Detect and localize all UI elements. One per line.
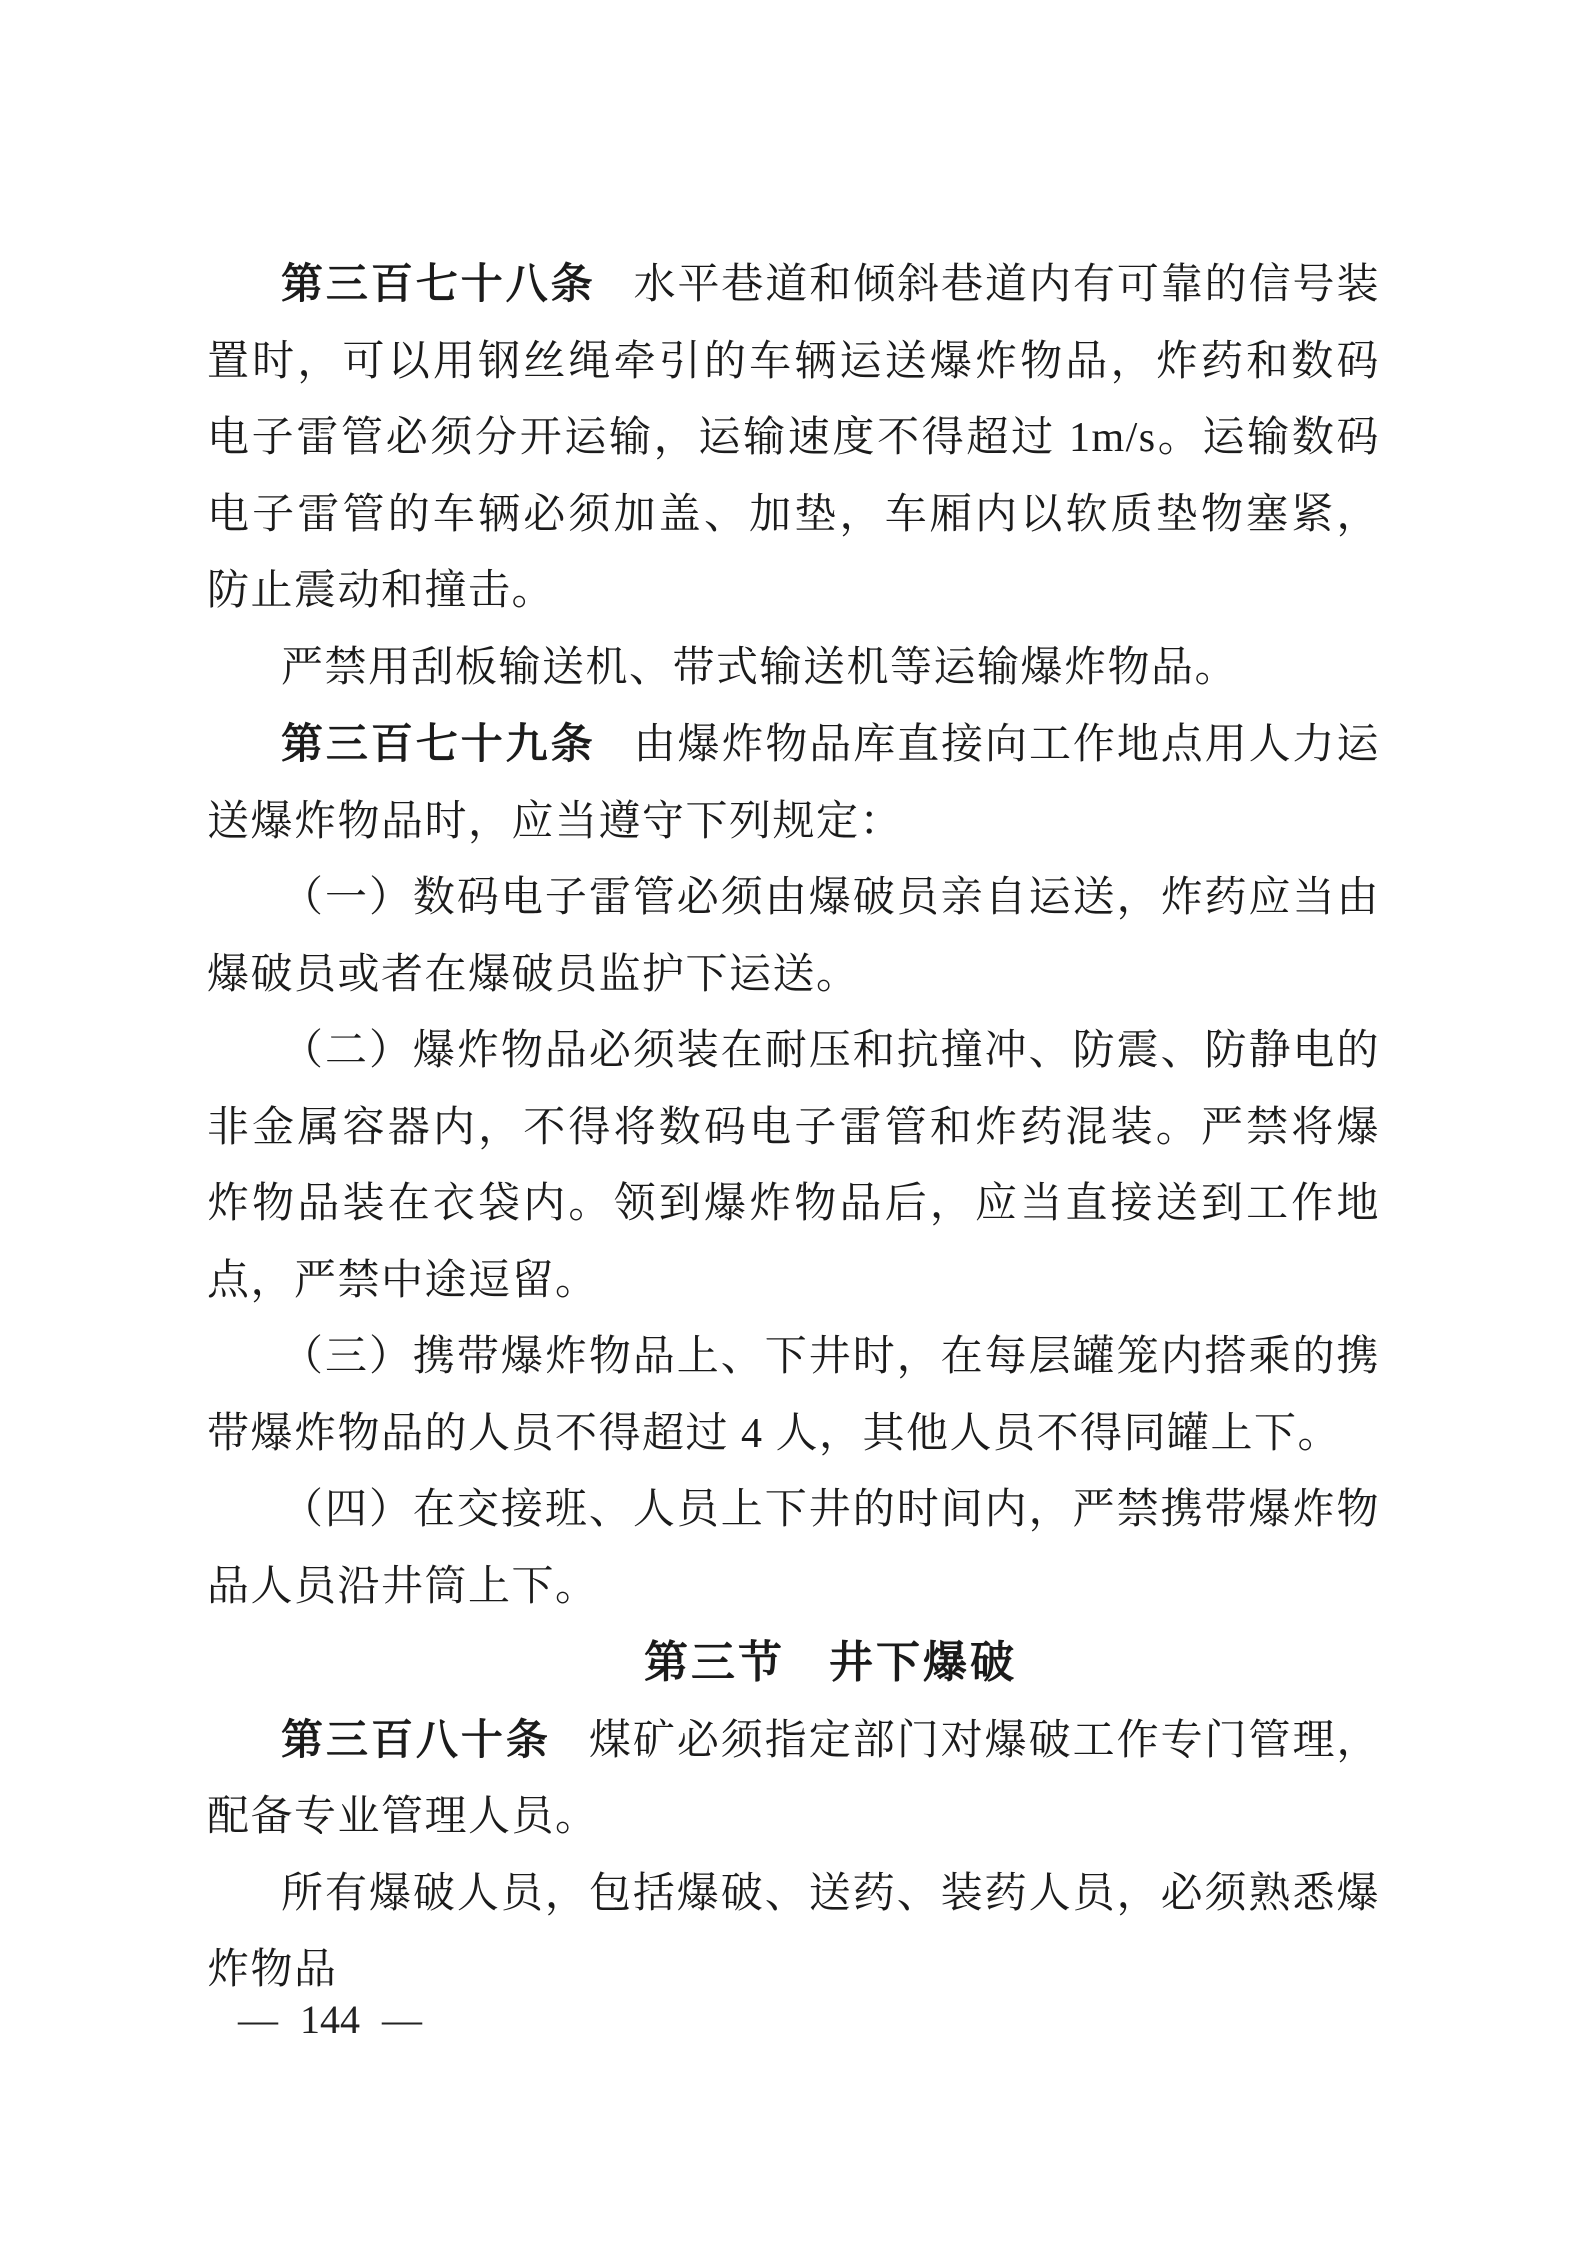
paragraph-item-4 <box>207 1472 1380 1625</box>
article-380-text: 煤矿必须指定部门对爆破工作专门管理，配备专业管理人员。 <box>207 1717 1380 1840</box>
page-body-text <box>207 246 1380 2009</box>
paragraph-article-379 <box>207 706 1380 860</box>
paragraph-transport-prohibition <box>207 630 1380 707</box>
paragraph-item-3 <box>207 1319 1380 1472</box>
article-379-label: 第三百七十九条 <box>281 720 596 767</box>
paragraph-text: （一）数码电子雷管必须由爆破员亲自运送，炸药应当由爆破员或者在爆破员监护下运送。 <box>207 875 1380 998</box>
section-title: 井下爆破 <box>829 1638 1017 1687</box>
page-number: 144 <box>300 1997 360 2042</box>
footer-right-dash: — <box>382 1997 422 2042</box>
page-footer <box>238 1996 422 2043</box>
paragraph-item-2 <box>207 1013 1380 1319</box>
section-heading <box>207 1625 1380 1702</box>
paragraph-text: 所有爆破人员，包括爆破、送药、装药人员，必须熟悉爆炸物品 <box>207 1870 1380 1993</box>
paragraph-article-380 <box>207 1702 1380 1856</box>
article-378-label: 第三百七十八条 <box>281 260 596 307</box>
article-379-text: 由爆炸物品库直接向工作地点用人力运送爆炸物品时，应当遵守下列规定： <box>207 722 1380 845</box>
paragraph-blasting-personnel <box>207 1856 1380 2009</box>
article-378-text: 水平巷道和倾斜巷道内有可靠的信号装置时，可以用钢丝绳牵引的车辆运送爆炸物品，炸药和数码电子雷管必须分开运输，运输速度不得超过 1m/s。运输数码电子雷管的车辆必须加盖、加垫，车厢内以软质垫物塞紧，防止震动和撞击。 <box>207 262 1380 614</box>
paragraph-item-1 <box>207 860 1380 1013</box>
paragraph-article-378 <box>207 246 1380 630</box>
paragraph-text: 严禁用刮板输送机、带式输送机等运输爆炸物品。 <box>281 644 1239 691</box>
footer-left-dash: — <box>238 1997 278 2042</box>
article-380-label: 第三百八十条 <box>281 1715 551 1763</box>
paragraph-text: （二）爆炸物品必须装在耐压和抗撞冲、防震、防静电的非金属容器内，不得将数码电子雷管和炸药混装。严禁将爆炸物品装在衣袋内。领到爆炸物品后，应当直接送到工作地点，严禁中途逗留。 <box>207 1028 1380 1304</box>
section-number: 第三节 <box>644 1638 785 1687</box>
paragraph-text: （四）在交接班、人员上下井的时间内，严禁携带爆炸物品人员沿井筒上下。 <box>207 1487 1380 1610</box>
paragraph-text: （三）携带爆炸物品上、下井时，在每层罐笼内搭乘的携带爆炸物品的人员不得超过 4 人，其他人员不得同罐上下。 <box>207 1334 1380 1457</box>
